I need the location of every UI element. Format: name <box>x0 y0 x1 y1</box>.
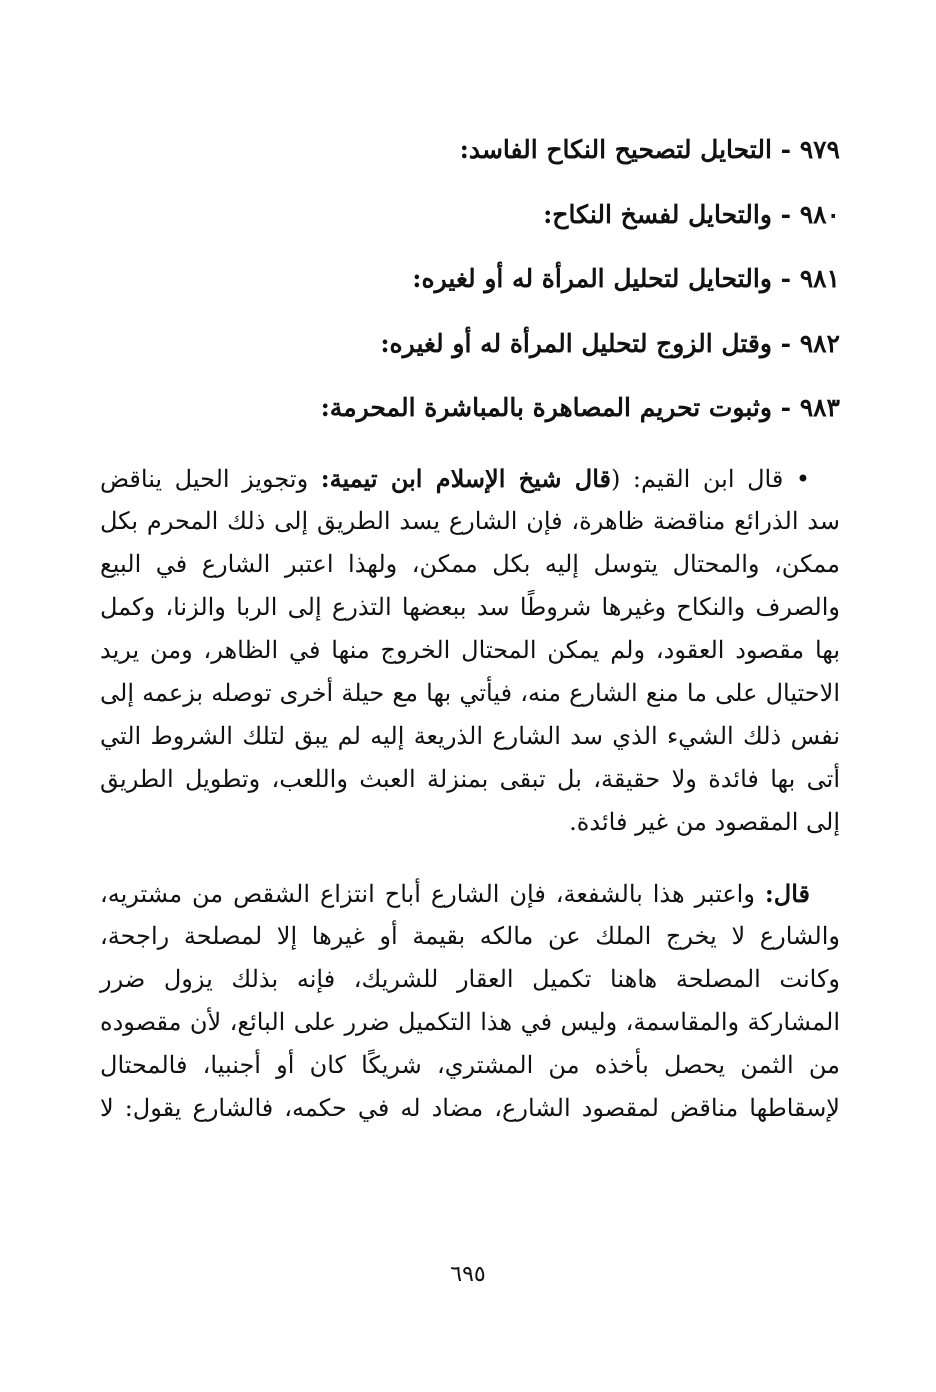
quote-lead: • قال ابن القيم: ( <box>611 464 811 493</box>
paragraph-line: نفس ذلك الشيء الذي سد الشارع الذريعة إليه لم يبق لتلك الشروط التي <box>100 721 840 750</box>
paragraph-line: والشارع لا يخرج الملك عن مالكه بقيمة أو غيرها إلا لمصلحة راجحة، <box>100 921 840 950</box>
paragraph-line: أتى بها فائدة ولا حقيقة، بل تبقى بمنزلة العبث واللعب، وتطويل الطريق <box>100 764 840 793</box>
page-number: ٦٩٥ <box>450 1262 486 1287</box>
paragraph-line: الاحتيال على ما منع الشارع منه، فيأتي بها مع حيلة أخرى توصله بزعمه إلى <box>100 678 840 707</box>
paragraph-line: سد الذرائع مناقضة ظاهرة، فإن الشارع يسد الطريق إلى ذلك المحرم بكل <box>100 506 840 535</box>
quote-attribution: قال شيخ الإسلام ابن تيمية: <box>320 463 611 493</box>
paragraph-line: وكانت المصلحة هاهنا تكميل العقار للشريك، فإنه بذلك يزول ضرر <box>100 964 840 993</box>
paragraph-line: لإسقاطها مناقض لمقصود الشارع، مضاد له في حكمه، فالشارع يقول: لا <box>100 1093 840 1122</box>
page-content <box>100 126 840 1130</box>
paragraph-ibn-alqayyim <box>100 457 840 844</box>
paragraph-line: المشاركة والمقاسمة، وليس في هذا التكميل ضرر على البائع، لأن مقصوده <box>100 1007 840 1036</box>
paragraph-shufaa <box>100 872 840 1130</box>
quote-text: وتجويز الحيل يناقض <box>100 464 321 493</box>
paragraph-line: بها مقصود العقود، ولم يمكن المحتال الخروج منها في الظاهر، ومن يريد <box>100 635 840 664</box>
paragraph-line: والصرف والنكاح وغيرها شروطًا سد ببعضها التذرع إلى الربا والزنا، وكمل <box>100 592 840 621</box>
paragraph-text: واعتبر هذا بالشفعة، فإن الشارع أباح انتزاع الشقص من مشتريه، <box>100 879 765 908</box>
paragraph-line: من الثمن يحصل بأخذه من المشتري، شريكًا كان أو أجنبيا، فالمحتال <box>100 1050 840 1079</box>
said-label: قال: <box>764 878 810 908</box>
paragraph-line: إلى المقصود من غير فائدة. <box>569 807 840 836</box>
heading-982: ٩٨٢ - وقتل الزوج لتحليل المرأة له أو لغيره: <box>380 328 840 358</box>
paragraph-line: ممكن، والمحتال يتوسل إليه بكل ممكن، ولهذا اعتبر الشارع في البيع <box>100 549 840 578</box>
heading-983: ٩٨٣ - وثبوت تحريم المصاهرة بالمباشرة المحرمة: <box>320 393 840 422</box>
heading-980: ٩٨٠ - والتحايل لفسخ النكاح: <box>543 199 840 229</box>
heading-979: ٩٧٩ - التحايل لتصحيح النكاح الفاسد: <box>459 135 840 164</box>
paragraph-line <box>100 457 840 500</box>
paragraph-line <box>100 872 840 915</box>
heading-981: ٩٨١ - والتحايل لتحليل المرأة له أو لغيره: <box>412 264 840 293</box>
